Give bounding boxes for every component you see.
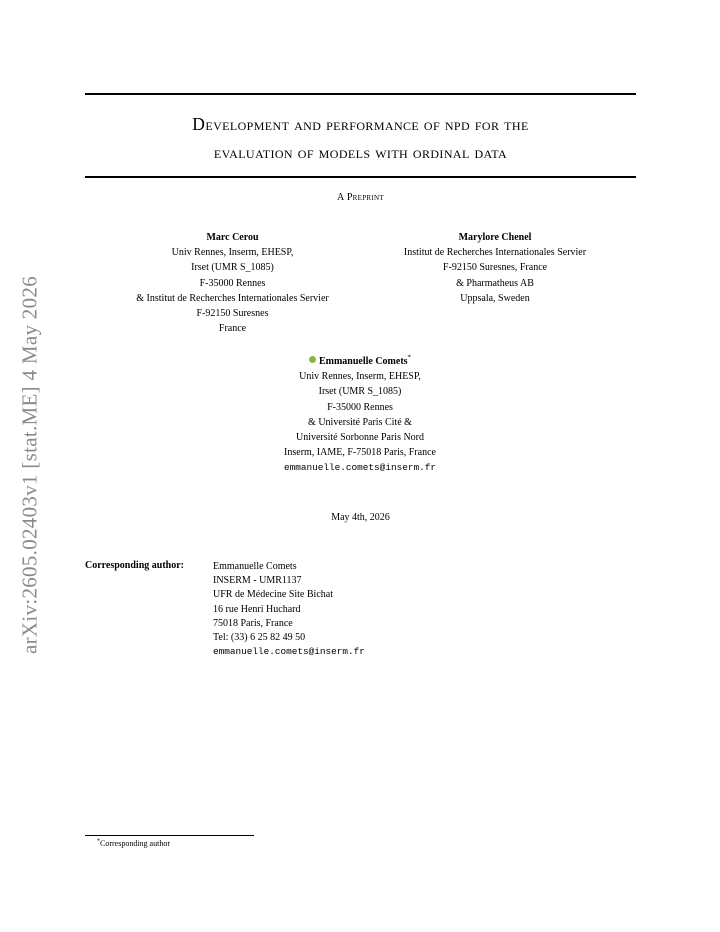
title-line-1: Development and performance of npd for the xyxy=(192,114,529,134)
contact-line: Emmanuelle Comets xyxy=(213,561,297,572)
author-name: Marc Cerou xyxy=(206,232,259,243)
paper-title xyxy=(85,110,636,166)
footnote xyxy=(97,839,170,848)
footnote-marker: * xyxy=(407,353,412,362)
contact-line: UFR de Médecine Site Bichat xyxy=(213,589,333,601)
author-email[interactable]: emmanuelle.comets@inserm.fr xyxy=(284,462,436,474)
footnote-rule xyxy=(85,835,254,836)
contact-line: Tel: (33) 6 25 82 49 50 xyxy=(213,632,306,644)
affiliation-line: & Université Paris Cité & xyxy=(308,416,412,428)
affiliation-line: Inserm, IAME, F-75018 Paris, France xyxy=(284,447,436,459)
footnote-text: Corresponding author xyxy=(100,839,170,848)
title-top-rule xyxy=(85,93,636,95)
contact-line: 16 rue Henri Huchard xyxy=(213,603,301,615)
author-block-cerou xyxy=(100,230,365,336)
author-name: Marylore Chenel xyxy=(458,232,532,243)
affiliation-line: & Institut de Recherches Internationales Servier xyxy=(136,292,329,304)
author-block-comets xyxy=(235,354,485,476)
affiliation-line: France xyxy=(218,323,247,335)
title-bottom-rule xyxy=(85,176,636,178)
contact-email[interactable]: emmanuelle.comets@inserm.fr xyxy=(213,646,365,658)
orcid-icon[interactable] xyxy=(309,356,316,363)
affiliation-line: Institut de Recherches Internationales Servier xyxy=(403,247,587,259)
corresponding-author-details xyxy=(213,560,365,659)
affiliation-line: Univ Rennes, Inserm, EHESP, xyxy=(299,371,421,383)
affiliation-line: Université Sorbonne Paris Nord xyxy=(295,432,425,444)
footnote-marker: * xyxy=(97,838,100,845)
corresponding-author-label: Corresponding author: xyxy=(85,560,184,571)
contact-line: 75018 Paris, France xyxy=(213,617,293,629)
affiliation-line: F-92150 Suresnes xyxy=(196,308,269,320)
affiliation-line: Irset (UMR S_1085) xyxy=(318,386,402,398)
affiliation-line: Univ Rennes, Inserm, EHESP, xyxy=(171,247,294,259)
affiliation-line: F-92150 Suresnes, France xyxy=(442,262,548,274)
arxiv-stamp xyxy=(18,255,42,675)
affiliation-line: Uppsala, Sweden xyxy=(460,292,530,304)
title-line-2: evaluation of models with ordinal data xyxy=(213,142,508,162)
affiliation-line: F-35000 Rennes xyxy=(327,401,393,413)
author-name: Emmanuelle Comets xyxy=(318,356,408,367)
paper-date: May 4th, 2026 xyxy=(331,512,390,523)
affiliation-line: & Pharmatheus AB xyxy=(456,277,534,289)
contact-line: INSERM - UMR1137 xyxy=(213,575,302,587)
arxiv-id: arXiv:2605.02403v1 [stat.ME] 4 May 2026 xyxy=(17,276,42,654)
preprint-label: A Preprint xyxy=(337,192,384,203)
affiliation-line: Irset (UMR S_1085) xyxy=(191,262,274,274)
affiliation-line: F-35000 Rennes xyxy=(199,277,266,289)
author-block-chenel xyxy=(370,230,620,306)
